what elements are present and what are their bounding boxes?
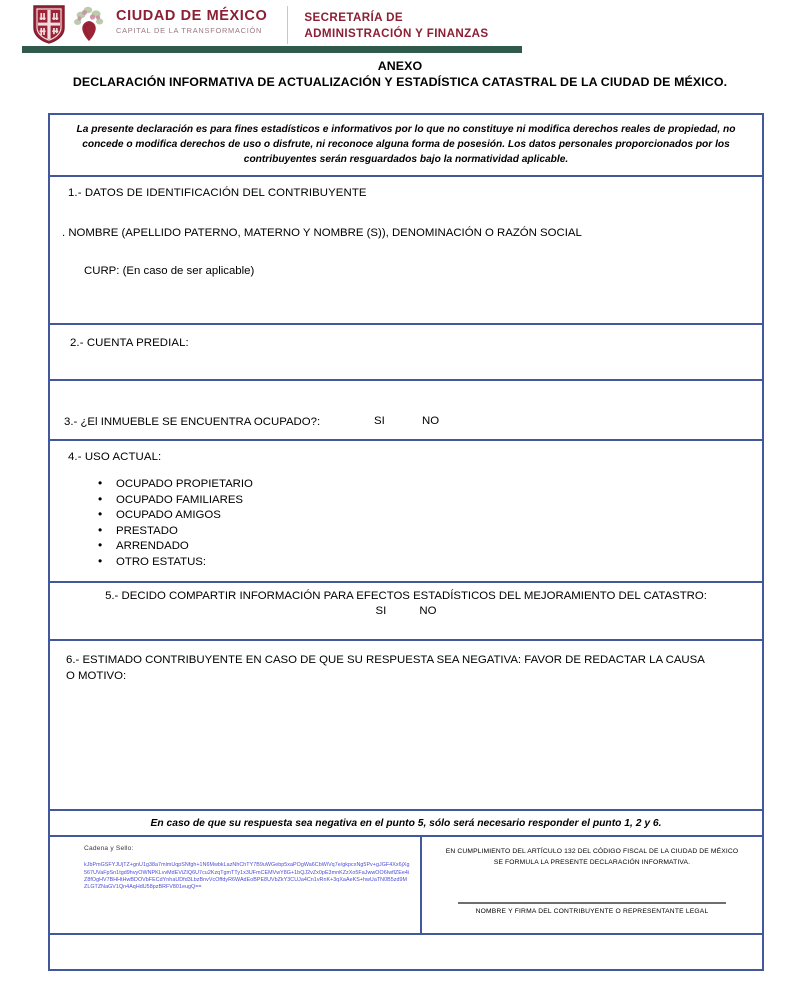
list-item[interactable]: • ARRENDADO: [68, 539, 762, 555]
section-6-motivo: [50, 641, 762, 811]
brand-subtitle: CAPITAL DE LA TRANSFORMACIÓN: [116, 26, 263, 36]
cdmx-nopal-emblem-icon: [72, 4, 106, 44]
section-2-cuenta-predial: [50, 325, 762, 381]
section-5-heading: 5.- DECIDO COMPARTIR INFORMACIÓN PARA EFECTOS ESTADÍSTICOS DEL MEJORAMIENTO DEL CATASTRO:: [105, 590, 707, 603]
signature-cell: [422, 837, 762, 933]
section-6-heading: 6.- ESTIMADO CONTRIBUYENTE EN CASO DE QUE SU RESPUESTA SEA NEGATIVA: FAVOR DE REDACTAR LA CAUSA O MOTIVO:: [66, 654, 705, 682]
section-3-question: 3.- ¿El INMUEBLE SE ENCUENTRA OCUPADO?:: [64, 416, 321, 429]
brand-block: [116, 4, 267, 35]
digital-seal-chain: kJbPmGSFYJUjTZ+gnU1g38a7mlmUqpSNfgh+1N6MwbkLazNhChTY7B9uWGebp5xaPOgWa6CbWiVq7e/gkpcxNg5Pv+gJGF4Xx6jXg567UVaFpSn1tgd9hvyOWNPKLvvMdEViZIQ6U7cu2KzqTgmTTy1x3UFmCEMVwY8G+1bQJ2vZx0pE3mnKZzXo5FaJwwOO6IwflZEe4iZ8fOgHV7BHHtHwBDOVbFECdYnhaUDfd3LbzBnvVcOffdyR6WAdEoBPE8UVbZkY3CUJa4Cn1vRnK+3qXaAeKS+hwUaTN0B5zd9MZLGTZNaGV1Qn4AqHdU58pzBRFV801eugQ==: [84, 862, 410, 891]
cdmx-coat-of-arms-icon: [32, 4, 66, 44]
header-green-bar: [22, 46, 522, 53]
anexo-label: ANEXO: [377, 59, 423, 73]
section-5-option-no[interactable]: NO: [419, 605, 437, 618]
negative-answer-note: [50, 811, 762, 837]
brand-title: CIUDAD DE MÉXICO: [116, 8, 268, 24]
section-3-ocupado: [50, 381, 762, 441]
list-item[interactable]: • PRESTADO: [68, 524, 762, 540]
footer-blank-row: [50, 935, 762, 969]
list-item[interactable]: • OCUPADO FAMILIARES: [68, 493, 762, 509]
section-4-uso-actual: [50, 441, 762, 583]
secretaria-line-2: ADMINISTRACIÓN Y FINANZAS: [304, 26, 489, 40]
page-header: [0, 0, 800, 44]
section-3-option-si[interactable]: SI: [374, 415, 385, 428]
header-divider: [287, 6, 288, 44]
section-5-options: [64, 605, 748, 617]
list-item[interactable]: • OCUPADO AMIGOS: [68, 508, 762, 524]
section-1-heading: 1.- DATOS DE IDENTIFICACIÓN DEL CONTRIBUYENTE: [68, 187, 367, 200]
list-item[interactable]: • OTRO ESTATUS:: [68, 555, 762, 571]
section-4-heading: 4.- USO ACTUAL:: [68, 451, 162, 464]
section-5-compartir: [50, 583, 762, 641]
section-2-heading[interactable]: 2.- CUENTA PREDIAL:: [70, 337, 189, 350]
section-3-option-no[interactable]: NO: [422, 415, 440, 428]
seal-cell: [50, 837, 422, 933]
secretaria-line-1: SECRETARÍA DE: [304, 11, 403, 24]
page-title: [0, 58, 800, 91]
declaration-form: [48, 113, 764, 971]
seal-and-signature-row: [50, 837, 762, 935]
section-1-identification: [50, 177, 762, 325]
curp-field-label[interactable]: CURP: (En caso de ser aplicable): [84, 265, 255, 278]
list-item[interactable]: • OCUPADO PROPIETARIO: [68, 477, 762, 493]
disclaimer-row: [50, 115, 762, 177]
cadena-y-sello-label: Cadena y Sello:: [84, 845, 134, 853]
disclaimer-text: La presente declaración es para fines estadísticos e informativos por lo que no constituye ni modifica derechos reales de propiedad, no concede o modifica derechos de uso o disfrute, ni reconoce alguna forma de posesión. Los datos personales proporcionados por los contribuyentes serán resguardados bajo la normatividad aplicable.: [76, 124, 736, 165]
signature-line[interactable]: [458, 902, 726, 904]
compliance-text: EN CUMPLIMIENTO DEL ARTÍCULO 132 DEL CÓDIGO FISCAL DE LA CIUDAD DE MÉXICO SE FORMULA LA PRESENTE DECLARACIÓN INFORMATIVA.: [445, 848, 739, 866]
secretaria-block: [304, 4, 488, 41]
document-title: DECLARACIÓN INFORMATIVA DE ACTUALIZACIÓN Y ESTADÍSTICA CATASTRAL DE LA CIUDAD DE MÉXICO.: [72, 75, 728, 90]
section-5-option-si[interactable]: SI: [375, 605, 387, 618]
name-field-label[interactable]: . NOMBRE (APELLIDO PATERNO, MATERNO Y NOMBRE (S)), DENOMINACIÓN O RAZÓN SOCIAL: [62, 227, 582, 240]
negative-answer-note-text: En caso de que su respuesta sea negativa en el punto 5, sólo será necesario responder el punto 1, 2 y 6.: [150, 817, 662, 829]
uso-actual-list: [68, 477, 762, 570]
signature-caption: NOMBRE Y FIRMA DEL CONTRIBUYENTE O REPRESENTANTE LEGAL: [475, 908, 709, 916]
